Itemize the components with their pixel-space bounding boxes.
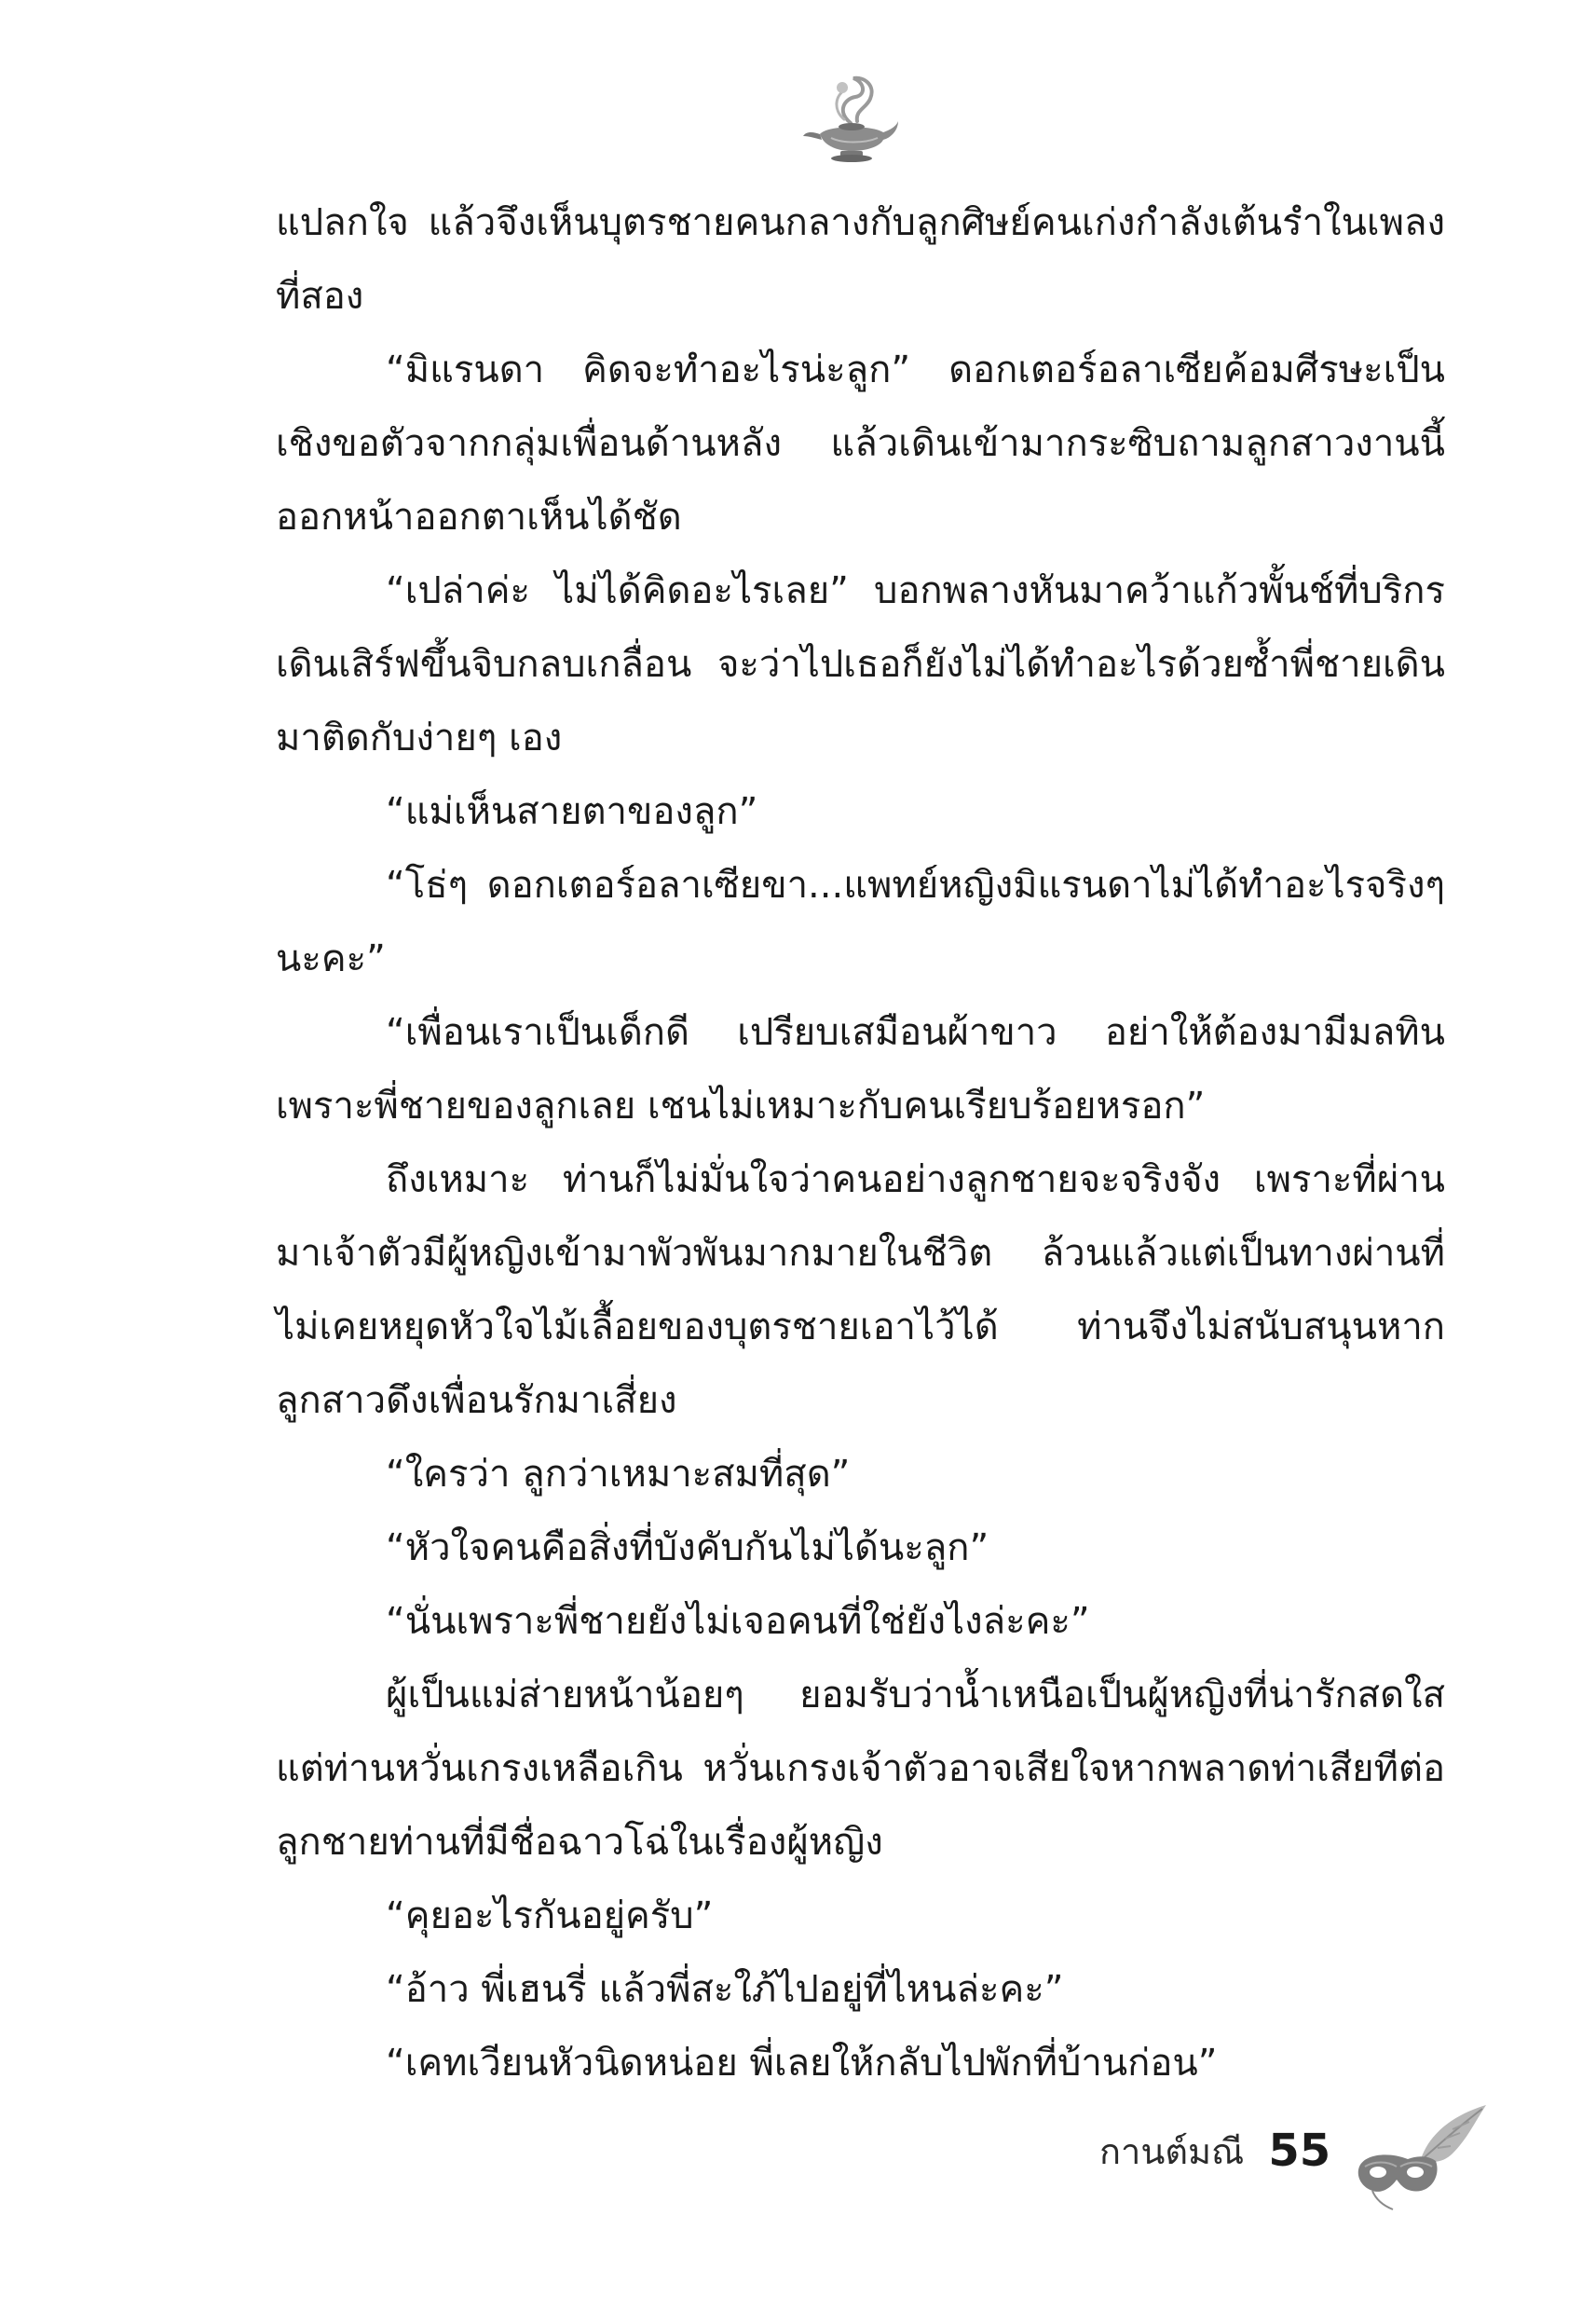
paragraph-8: “ใครว่า ลูกว่าเหมาะสมที่สุด” xyxy=(386,1453,851,1496)
paragraph-4: “แม่เห็นสายตาของลูก” xyxy=(386,790,758,833)
masquerade-mask-icon xyxy=(1356,2101,1495,2213)
page-footer xyxy=(1099,2113,1330,2188)
paragraph-10: “นั่นเพราะพี่ชายยังไม่เจอคนที่ใช่ยังไงล่ะคะ” xyxy=(386,1600,1090,1643)
paragraph-13: “อ้าว พี่เฮนรี่ แล้วพี่สะใภ้ไปอยู่ที่ไหนล่ะคะ” xyxy=(386,1968,1064,2011)
running-footer-title: กานต์มณี xyxy=(1099,2130,1245,2172)
paragraph-12: “คุยอะไรกันอยู่ครับ” xyxy=(386,1894,714,1937)
genie-lamp-icon xyxy=(799,65,902,168)
body-text xyxy=(276,186,1445,2100)
paragraph-11: ผู้เป็นแม่ส่ายหน้าน้อยๆ ยอมรับว่าน้ำเหนือเป็นผู้หญิงที่น่ารักสดใสแต่ท่านหวั่นเกรงเหลือเกิน หวั่นเกรงเจ้าตัวอาจเสียใจหากพลาดท่าเสียทีต่อลูกชายท่านที่มีชื่อฉาวโฉ่ในเรื่องผู้หญิง xyxy=(276,1674,1445,1864)
paragraph-9: “หัวใจคนคือสิ่งที่บังคับกันไม่ได้นะลูก” xyxy=(386,1526,989,1569)
paragraph-2: “มิแรนดา คิดจะทำอะไรน่ะลูก” ดอกเตอร์อลาเซียค้อมศีรษะเป็นเชิงขอตัวจากกลุ่มเพื่อนด้านหลัง แล้วเดินเข้ามากระซิบถามลูกสาวงานนี้ออกหน้าออกตาเห็นได้ชัด xyxy=(276,349,1445,539)
paragraph-5: “โธ่ๆ ดอกเตอร์อลาเซียขา...แพทย์หญิงมิแรนดาไม่ได้ทำอะไรจริงๆ นะคะ” xyxy=(276,864,1445,980)
paragraph-1: แปลกใจ แล้วจึงเห็นบุตรชายคนกลางกับลูกศิษย์คนเก่งกำลังเต้นรำในเพลงที่สอง xyxy=(276,201,1445,318)
page-number: 55 xyxy=(1268,2125,1331,2177)
paragraph-14: “เคทเวียนหัวนิดหน่อย พี่เลยให้กลับไปพักที่บ้านก่อน” xyxy=(386,2042,1218,2085)
paragraph-3: “เปล่าค่ะ ไม่ได้คิดอะไรเลย” บอกพลางหันมาคว้าแก้วพั้นช์ที่บริกรเดินเสิร์ฟขึ้นจิบกลบเกลื่อน จะว่าไปเธอก็ยังไม่ได้ทำอะไรด้วยซ้ำพี่ชายเดินมาติดกับง่ายๆ เอง xyxy=(276,569,1445,759)
paragraph-6: “เพื่อนเราเป็นเด็กดี เปรียบเสมือนผ้าขาว อย่าให้ต้องมามีมลทินเพราะพี่ชายของลูกเลย เชนไม่เหมาะกับคนเรียบร้อยหรอก” xyxy=(276,1011,1445,1128)
paragraph-7: ถึงเหมาะ ท่านก็ไม่มั่นใจว่าคนอย่างลูกชายจะจริงจัง เพราะที่ผ่านมาเจ้าตัวมีผู้หญิงเข้ามาพัวพันมากมายในชีวิต ล้วนแล้วแต่เป็นทางผ่านที่ไม่เคยหยุดหัวใจไม้เลื้อยของบุตรชายเอาไว้ได้ ท่านจึงไม่สนับสนุนหากลูกสาวดึงเพื่อนรักมาเสี่ยง xyxy=(276,1158,1445,1422)
